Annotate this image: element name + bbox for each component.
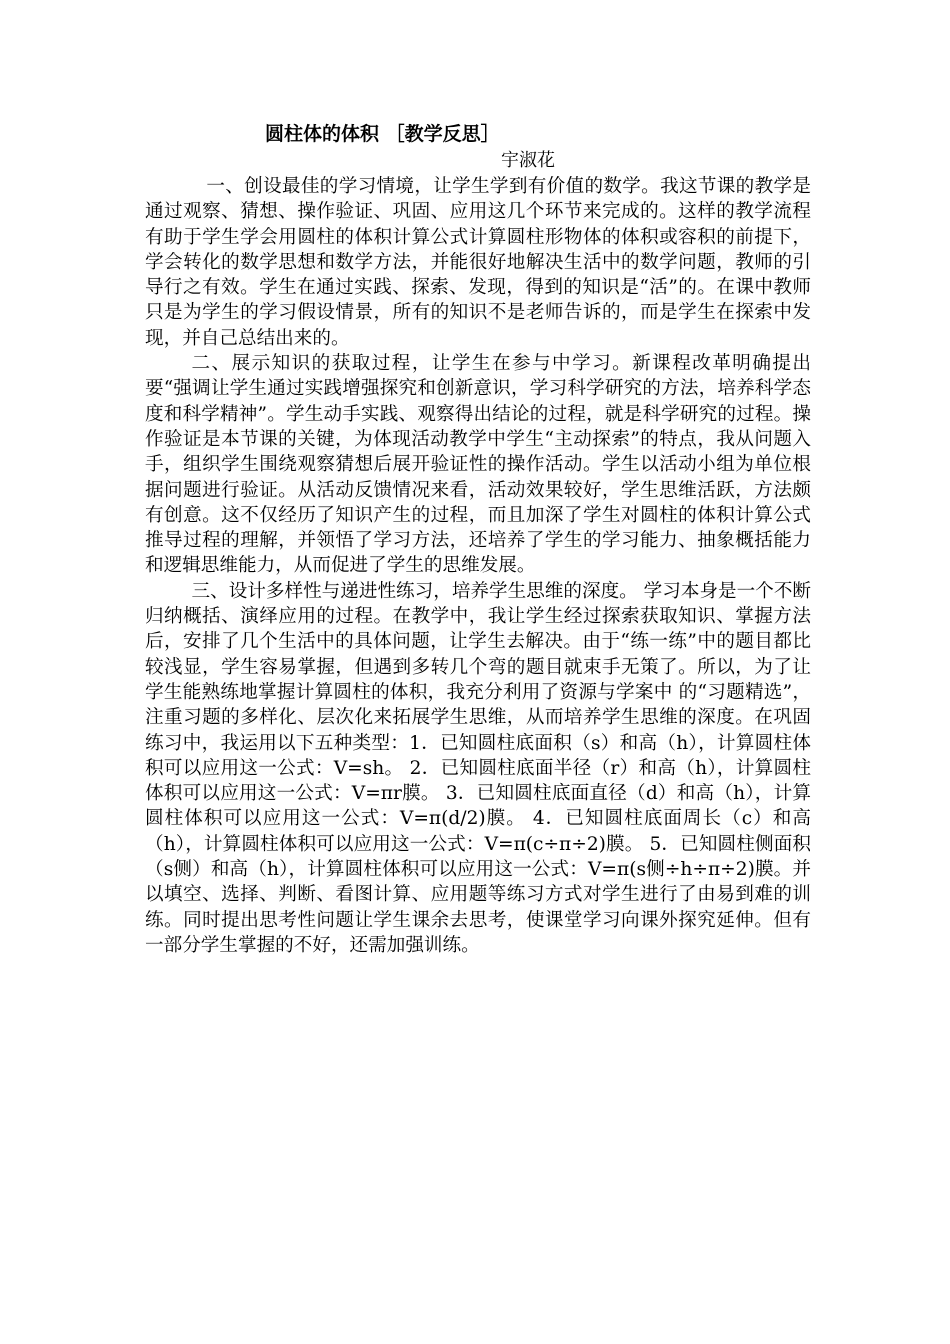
- document-author: 宇淑花: [501, 150, 555, 171]
- document-body: [145, 120, 811, 958]
- document-title: 圆柱体的体积 ［教学反思］: [265, 123, 500, 145]
- title-line: [145, 120, 811, 148]
- paragraph-3: 三、设计多样性与递进性练习，培养学生思维的深度。 学习本身是一个不断归纳概括、演绎应用的过程。在教学中，我让学生经过探索获取知识、掌握方法后，安排了几个生活中的具体问题，让学生去解决。由于“练一练”中的题目都比较浅显，学生容易掌握，但遇到多转几个弯的题目就束手无策了。所以，为了让学生能熟练地掌握计算圆柱的体积，我充分利用了资源与学案中 的“习题精选”，注重习题的多样化、层次化来拓展学生思维，从而培养学生思维的深度。在巩固练习中，我运用以下五种类型：1．已知圆柱底面积（s）和高（h），计算圆柱体积可以应用这一公式：V=sh。 2．已知圆柱底面半径（r）和高（h），计算圆柱体积可以应用这一公式：V=πr膜。 3．已知圆柱底面直径（d）和高（h），计算圆柱体积可以应用这一公式：V=π(d/2)膜。 4．已知圆柱底面周长（c）和高（h），计算圆柱体积可以应用这一公式：V=π(c÷π÷2)膜。 5．已知圆柱侧面积（s侧）和高（h），计算圆柱体积可以应用这一公式：V=π(s侧÷h÷π÷2)膜。并以填空、选择、判断、看图计算、应用题等练习方式对学生进行了由易到难的训练。同时提出思考性问题让学生课余去思考，使课堂学习向课外探究延伸。但有一部分学生掌握的不好，还需加强训练。: [145, 580, 812, 956]
- author-line: [145, 148, 811, 174]
- paragraph-2: 二、展示知识的获取过程，让学生在参与中学习。新课程改革明确提出要“强调让学生通过实践增强探究和创新意识，学习科学研究的方法，培养科学态度和科学精神”。学生动手实践、观察得出结论的过程，就是科学研究的过程。操作验证是本节课的关键，为体现活动教学中学生“主动探索”的特点，我从问题入手，组织学生围绕观察猜想后展开验证性的操作活动。学生以活动小组为单位根据问题进行验证。从活动反馈情况来看，活动效果较好，学生思维活跃，方法颇有创意。这不仅经历了知识产生的过程，而且加深了学生对圆柱的体积计算公式推导过程的理解，并领悟了学习方法，还培养了学生的学习能力、抽象概括能力和逻辑思维能力，从而促进了学生的思维发展。: [145, 353, 811, 577]
- paragraph-1: 一、创设最佳的学习情境，让学生学到有价值的数学。我这节课的教学是通过观察、猜想、操作验证、巩固、应用这几个环节来完成的。这样的教学流程有助于学生学会用圆柱的体积计算公式计算圆柱形物体的体积或容积的前提下，学会转化的数学思想和数学方法，并能很好地解决生活中的数学问题，教师的引导行之有效。学生在通过实践、探索、发现，得到的知识是“活”的。在课中教师只是为学生的学习假设情景，所有的知识不是老师告诉的，而是学生在探索中发现，并自己总结出来的。: [145, 176, 811, 349]
